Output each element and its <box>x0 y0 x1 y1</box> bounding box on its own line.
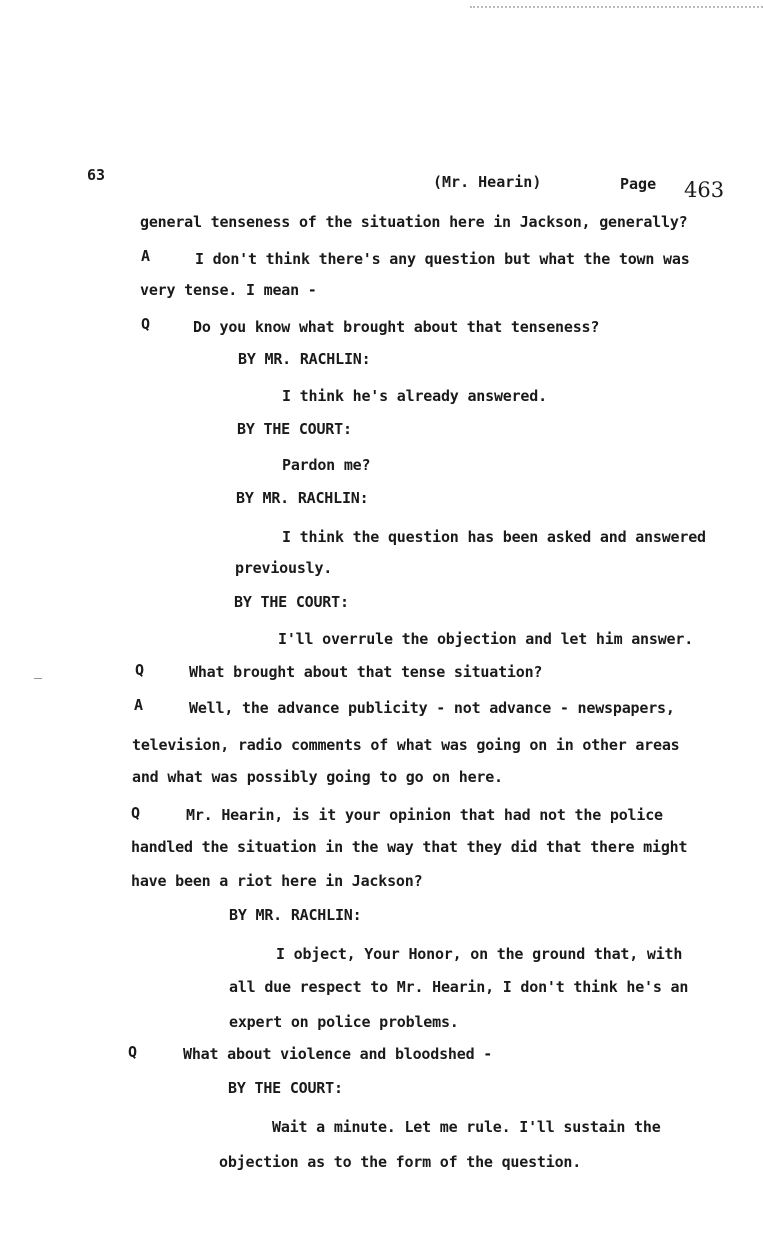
transcript-line: What brought about that tense situation? <box>189 663 543 681</box>
question-marker: Q <box>135 661 145 679</box>
transcript-line: expert on police problems. <box>229 1013 459 1031</box>
transcript-line: Well, the advance publicity - not advance - newspapers, <box>189 699 675 717</box>
speaker-heading: BY THE COURT: <box>234 593 349 611</box>
transcript-line: I think he's already answered. <box>282 387 547 405</box>
transcript-line: I think the question has been asked and answered <box>282 528 706 546</box>
transcript-line: I'll overrule the objection and let him answer. <box>278 630 694 648</box>
answer-marker: A <box>141 247 151 265</box>
transcript-line: have been a riot here in Jackson? <box>131 872 423 890</box>
speaker-heading: BY THE COURT: <box>228 1079 343 1097</box>
transcript-line: Pardon me? <box>282 456 371 474</box>
transcript-line: very tense. I mean - <box>140 281 317 299</box>
header-page-label: Page <box>620 175 657 193</box>
transcript-line: all due respect to Mr. Hearin, I don't think he's an <box>229 978 689 996</box>
transcript-line: and what was possibly going to go on here. <box>132 768 503 786</box>
speaker-heading: BY THE COURT: <box>237 420 352 438</box>
header-witness: (Mr. Hearin) <box>433 173 542 191</box>
transcript-line: television, radio comments of what was going on in other areas <box>132 736 680 754</box>
top-edge-mark <box>470 0 763 8</box>
speaker-heading: BY MR. RACHLIN: <box>236 489 369 507</box>
question-marker: Q <box>141 315 151 333</box>
transcript-line: general tenseness of the situation here in Jackson, generally? <box>140 213 688 231</box>
answer-marker: A <box>134 696 144 714</box>
transcript-line: I don't think there's any question but what the town was <box>195 250 690 268</box>
transcript-line: What about violence and bloodshed - <box>183 1045 493 1063</box>
transcript-line: I object, Your Honor, on the ground that, with <box>276 945 683 963</box>
transcript-line: previously. <box>235 559 333 577</box>
transcript-line: Wait a minute. Let me rule. I'll sustain the <box>272 1118 661 1136</box>
question-marker: Q <box>131 804 141 822</box>
transcript-line: objection as to the form of the question. <box>219 1153 582 1171</box>
question-marker: Q <box>128 1043 138 1061</box>
transcript-line: Mr. Hearin, is it your opinion that had not the police <box>186 806 663 824</box>
margin-tick <box>34 678 42 679</box>
header-page-number: 463 <box>684 178 725 202</box>
transcript-line: Do you know what brought about that tenseness? <box>193 318 600 336</box>
speaker-heading: BY MR. RACHLIN: <box>238 350 371 368</box>
transcript-line: handled the situation in the way that they did that there might <box>131 838 688 856</box>
header-left-number: 63 <box>87 166 106 184</box>
speaker-heading: BY MR. RACHLIN: <box>229 906 362 924</box>
